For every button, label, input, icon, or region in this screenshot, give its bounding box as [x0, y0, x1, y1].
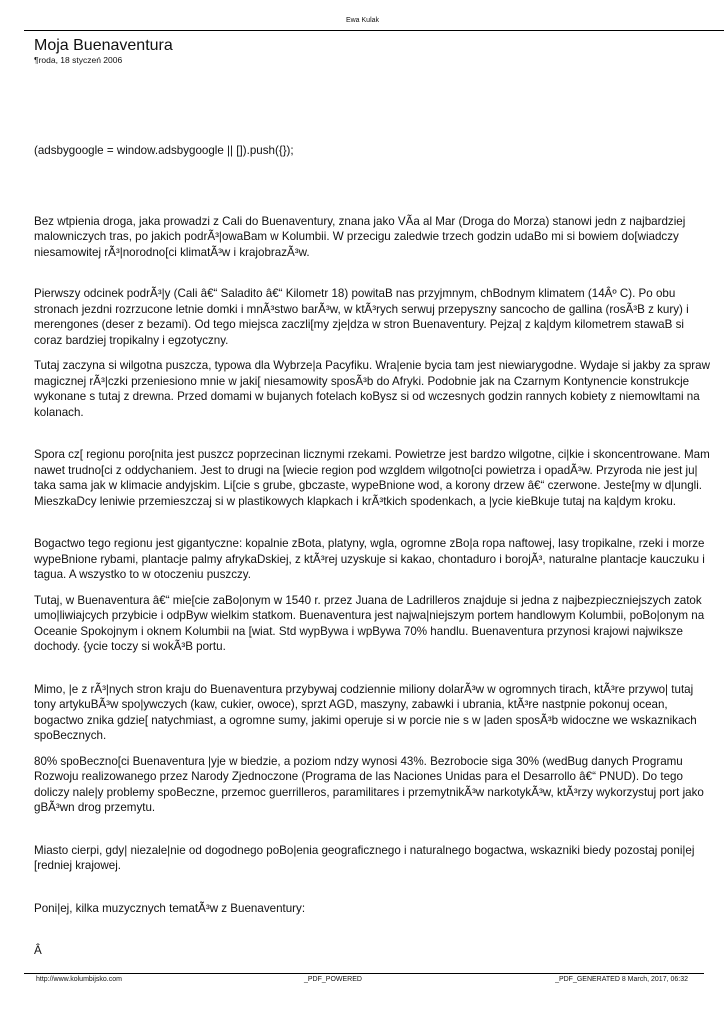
paragraph-10: Poni|ej, kilka muzycznych tematÃ³w z Buenaventury:: [34, 901, 306, 915]
paragraph-11: Â: [34, 944, 42, 957]
header-divider: [24, 30, 724, 31]
footer-powered: _PDF_POWERED: [304, 976, 362, 983]
header-author: Ewa Kulak: [345, 17, 380, 24]
ad-code-text: (adsbygoogle = window.adsbygoogle || []).push({});: [34, 144, 294, 157]
article-date: ¶roda, 18 styczeń 2006: [34, 55, 123, 65]
footer-url-link[interactable]: http://www.kolumbijsko.com: [36, 976, 122, 983]
paragraph-1: Bez wtpienia droga, jaka prowadzi z Cali do Buenaventury, znana jako VÃa al Mar (Droga do Morza) stanowi jedn z najbardziej malowniczych tras, po jakich podrÃ³|owaBam w Kolumbii. W przecigu zaledwie trzech godzin udaBo mi si bowiem do[wiadczy niesamowitej rÃ³|norodno[ci klimatÃ³w i krajobrazÃ³w.: [34, 214, 686, 259]
paragraph-3: Tutaj zaczyna si wilgotna puszcza, typowa dla Wybrze|a Pacyfiku. Wra|enie bycia tam jest niewiarygodne. Wydaje si jakby za spraw magicznej rÃ³|czki przeniesiono mnie w jaki[ niesamowity sposÃ³b do Afryki. Podobnie jak na Czarnym Kontynencie konstrukcje wykonane s tutaj z drewna. Przed domami w bujanych fotelach koBysz si od wczesnych godzin rannych kobiety z niemowltami na kolanach.: [34, 359, 710, 419]
article-title: Moja Buenaventura: [34, 37, 173, 54]
paragraph-7: Mimo, |e z rÃ³|nych stron kraju do Buenaventura przybywaj codziennie miliony dolarÃ³w w ogromnych tirach, ktÃ³re przywo| tutaj tony artykuBÃ³w spo|ywczych (kaw, cukier, owoce), sprzt AGD, maszyny, zabawki i ubrania, ktÃ³re nastpnie pokonuj ocean, bogactwo znika gdzie[ natychmiast, a ogromne sumy, jakimi operuje si w porcie nie s w |aden sposÃ³b widoczne we wskaznikach spoBecznych.: [34, 682, 697, 742]
paragraph-8: 80% spoBeczno[ci Buenaventura |yje w biedzie, a poziom ndzy wynosi 43%. Bezrobocie siga 30% (wedBug danych Programu Rozwoju realizowanego przez Narody Zjednoczone (Programa de las Naciones Unidas para el Desarrollo â€“ PNUD). Do tego doliczy nale|y problemy spoBeczne, przemoc guerrilleros, paramilitares i przemytnikÃ³w narkotykÃ³w, ktÃ³rzy wykorzystuj port jako gBÃ³wn drog przemytu.: [34, 754, 704, 814]
article-body: [34, 143, 710, 959]
page-footer: [34, 976, 688, 986]
footer-generated: _PDF_GENERATED 8 March, 2017, 06:32: [555, 976, 688, 983]
paragraph-4: Spora cz[ regionu poro[nita jest puszcz poprzecinan licznymi rzekami. Powietrze jest bardzo wilgotne, ci|kie i skoncentrowane. Mam nawet trudno[ci z oddychaniem. Jest to drugi na [wiecie region pod wzgldem wilgotno[ci powietrza i opadÃ³w. Przyroda nie jest ju| taka sama jak w klimacie andyjskim. Li[cie s grube, gbczaste, wypeBnione wod, a korony drzew â€“ czerwone. Jeste[my w d|ungli. MieszkaDcy leniwie przemieszczaj si w plastikowych klapkach i krÃ³tkich spodenkach, a |ycie kieBkuje tutaj na ka|dym kroku.: [34, 448, 710, 508]
paragraph-5: Bogactwo tego regionu jest gigantyczne: kopalnie zBota, platyny, wgla, ogromne zBo|a ropa naftowej, lasy tropikalne, rzeki i morze wypeBnione rybami, plantacje palmy afrykaDskiej, z ktÃ³rej uzyskuje si kakao, chontaduro i borojÃ³, naturalne plantacje kauczuku i tagua. A wszystko to w otoczeniu puszczy.: [34, 537, 705, 581]
paragraph-2: Pierwszy odcinek podrÃ³|y (Cali â€“ Saladito â€“ Kilometr 18) powitaB nas przyjmnym, chBodnym klimatem (14Âº C). Po obu stronach jezdni rozrzucone letnie domki i mnÃ³stwo barÃ³w, w ktÃ³rych serwuj przepyszny sancocho de gallina (rosÃ³B z kury) i merengones (deser z bezami). Od tego miejsca zaczli[my zje|dza w stron Buenaventury. Pejza| z ka|dym kilometrem stawaB si coraz bardziej tropikalny i egzotyczny.: [34, 287, 689, 347]
paragraph-9: Miasto cierpi, gdy| niezale|nie od dogodnego poBo|enia geograficznego i naturalnego bogactwa, wskazniki biedy pozostaj poni|ej [redniej krajowej.: [34, 843, 695, 872]
paragraph-6: Tutaj, w Buenaventura â€“ mie[cie zaBo|onym w 1540 r. przez Juana de Ladrilleros znajduje si jedna z najbezpieczniejszych zatok umo|liwiajcych przybicie i odpByw wielkim statkom. Buenaventura jest najwa|niejszym portem handlowym Kolumbii, poBo|onym na Oceanie Spokojnym i oknem Kolumbii na [wiat. Std wypBywa i wpBywa 70% handlu. Buenaventura przynosi krajowi najwiksze dochody. {ycie toczy si wokÃ³B portu.: [34, 593, 705, 653]
footer-divider: [24, 973, 704, 974]
